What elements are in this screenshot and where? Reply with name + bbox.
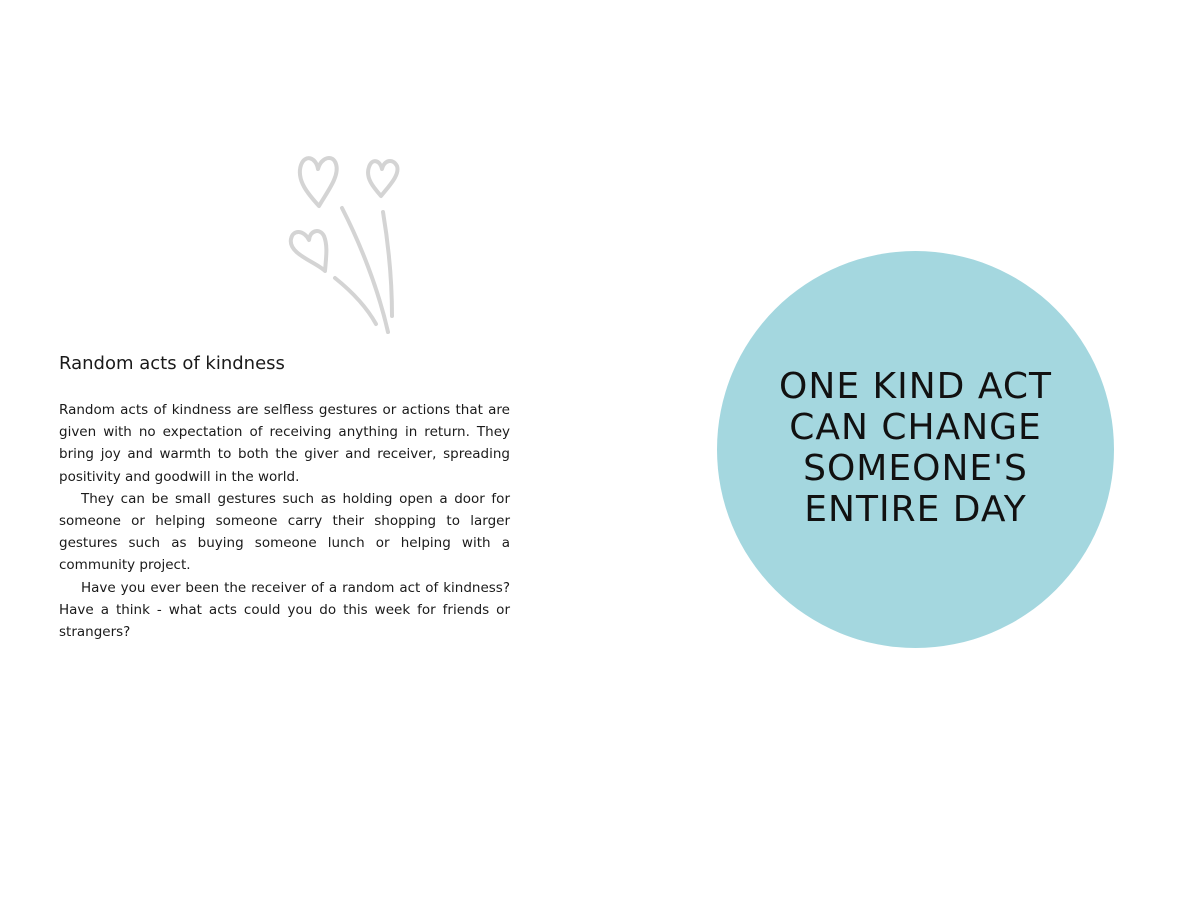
- quote-line: ONE KIND ACT: [779, 366, 1052, 407]
- quote-line: SOMEONE'S: [803, 448, 1028, 489]
- stem-line: [342, 208, 388, 332]
- quote-line: CAN CHANGE: [789, 407, 1042, 448]
- stem-line: [383, 212, 392, 316]
- heart-shape: [300, 158, 337, 206]
- article-paragraph: Have you ever been the receiver of a random act of kindness? Have a think - what acts could you do this week for friends or strangers?: [59, 579, 510, 641]
- stem-line: [335, 278, 376, 324]
- article-paragraph: They can be small gestures such as holding open a door for someone or helping someone carry their shopping to larger gestures such as buying someone lunch or helping with a community project.: [59, 490, 510, 574]
- hearts-icon: [282, 148, 412, 340]
- article-paragraph: Random acts of kindness are selfless gestures or actions that are given with no expectation of receiving anything in return. They bring joy and warmth to both the giver and receiver, spreading positivity and goodwill in the world.: [59, 402, 510, 485]
- heart-shape: [291, 231, 327, 271]
- article-body: [59, 399, 510, 643]
- quote-text: [717, 366, 1114, 530]
- heart-shape: [368, 161, 397, 196]
- article-title: Random acts of kindness: [59, 353, 285, 374]
- quote-line: ENTIRE DAY: [804, 489, 1027, 530]
